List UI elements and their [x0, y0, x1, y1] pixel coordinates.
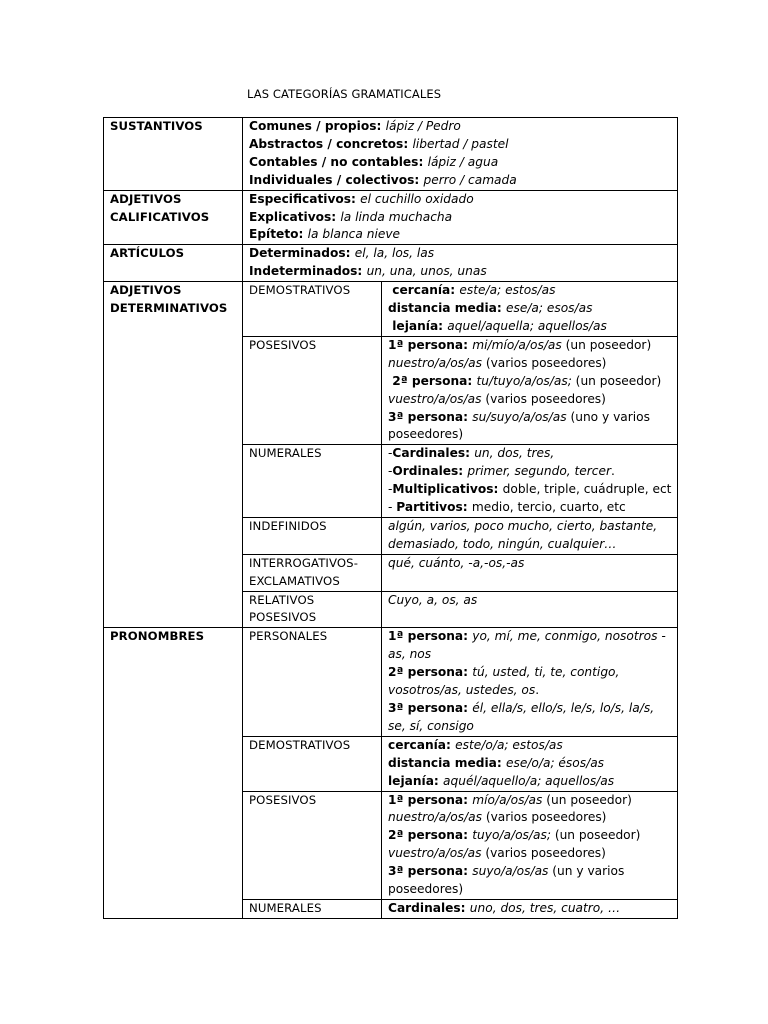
term-label: 1ª persona:	[388, 629, 473, 644]
example-text: ese/o/a; ésos/as	[505, 755, 605, 770]
cell-line	[388, 282, 674, 300]
example-text: qué, cuánto, -a,-os,-as	[388, 555, 525, 570]
example-text: (un poseedor)	[561, 337, 656, 352]
example-text: lápiz / Pedro	[385, 119, 461, 133]
term-label: 2ª persona:	[388, 373, 477, 388]
term-label: 2ª persona:	[388, 828, 473, 843]
example-text: (un poseedor)	[550, 828, 645, 843]
cell-line	[388, 300, 674, 318]
term-label: cercanía:	[388, 737, 456, 752]
category-cell: ARTÍCULOS	[104, 245, 243, 282]
cell-line	[249, 136, 674, 154]
example-text: (varios poseedores)	[481, 391, 606, 406]
examples-cell	[382, 282, 678, 337]
cell-line	[249, 263, 674, 281]
examples-cell	[382, 591, 678, 628]
cell-line	[388, 555, 674, 573]
table-row	[104, 118, 678, 191]
cell-line	[388, 337, 674, 373]
examples-cell	[382, 736, 678, 791]
subcategory-cell: DEMOSTRATIVOS	[243, 282, 382, 337]
example-text: (varios poseedores)	[481, 846, 606, 861]
cell-line	[388, 499, 674, 517]
example-text: la blanca nieve	[307, 227, 401, 242]
term-label: distancia media:	[388, 301, 506, 316]
examples-cell	[382, 336, 678, 444]
term-label: Individuales / colectivos:	[249, 172, 424, 187]
subtypes-cell	[243, 118, 678, 191]
term-label: lejanía:	[388, 318, 448, 333]
cell-line	[249, 172, 674, 190]
cell-line	[388, 863, 674, 899]
example-text: nuestro/a/os/as	[388, 810, 482, 825]
term-label: lejanía:	[388, 773, 444, 788]
term-label: Contables / no contables:	[249, 154, 428, 169]
term-label: 3ª persona:	[388, 864, 473, 879]
example-text: (varios poseedores)	[481, 810, 607, 825]
cell-line	[388, 445, 674, 463]
term-label: distancia media:	[388, 755, 506, 770]
example-text: el cuchillo oxidado	[360, 191, 474, 206]
example-text: vuestro/a/os/as	[388, 846, 482, 861]
category-cell: SUSTANTIVOS	[104, 118, 243, 191]
category-cell: ADJETIVOS CALIFICATIVOS	[104, 190, 243, 245]
subtypes-cell	[243, 190, 678, 245]
example-text: -	[388, 482, 393, 497]
term-label: Indeterminados:	[249, 264, 367, 279]
table-row	[104, 628, 678, 736]
example-text: (un poseedor)	[542, 792, 636, 807]
cell-line	[388, 664, 674, 700]
term-label: 2ª persona:	[388, 665, 473, 680]
examples-cell	[382, 445, 678, 518]
example-text: la linda muchacha	[340, 209, 453, 224]
cell-line	[388, 755, 674, 773]
subcategory-cell: INTERROGATIVOS-EXCLAMATIVOS	[243, 554, 382, 591]
example-text: este/o/a; estos/as	[455, 737, 563, 752]
example-text: .	[611, 464, 615, 479]
term-label: Abstractos / concretos:	[249, 136, 413, 151]
subcategory-cell: INDEFINIDOS	[243, 517, 382, 554]
cell-line	[388, 628, 674, 664]
examples-cell	[382, 791, 678, 899]
term-label: Partitivos:	[396, 500, 472, 515]
term-label: 3ª persona:	[388, 409, 473, 424]
example-text: (un y varios poseedores)	[388, 864, 629, 897]
table-row	[104, 282, 678, 337]
cell-line	[388, 900, 674, 918]
grammar-categories-table	[103, 117, 678, 919]
example-text: mío/a/os/as	[472, 792, 543, 807]
term-label: Cardinales:	[392, 446, 475, 461]
example-text: nuestro/a/os/as	[388, 355, 482, 370]
example-text: tú, usted, ti, te, contigo, vosotros/as, ustedes, os	[388, 665, 624, 698]
cell-line	[249, 118, 674, 136]
term-label: 3ª persona:	[388, 701, 473, 715]
example-text: suyo/a/os/as	[472, 864, 549, 879]
term-label: cercanía:	[388, 283, 460, 298]
term-label: Explicativos:	[249, 209, 341, 224]
example-text: doble, triple, cuádruple, ect	[502, 482, 672, 497]
example-text: aquel/aquella; aquellos/as	[447, 318, 607, 333]
cell-line	[388, 518, 674, 554]
examples-cell	[382, 554, 678, 591]
example-text: primer, segundo, tercer	[467, 464, 612, 479]
example-text: este/a; estos/as	[459, 283, 556, 298]
category-cell: ADJETIVOS DETERMINATIVOS	[104, 282, 243, 628]
subcategory-cell: POSESIVOS	[243, 336, 382, 444]
cell-line	[388, 481, 674, 499]
example-text: ese/a; esos/as	[505, 301, 593, 316]
term-label: Multiplicativos:	[392, 482, 503, 497]
example-text: -	[388, 500, 397, 515]
subcategory-cell: NUMERALES	[243, 445, 382, 518]
example-text: tu/tuyo/a/os/as;	[476, 373, 572, 388]
example-text: Cuyo, a, os, as	[388, 592, 478, 607]
example-text: .	[535, 683, 540, 698]
example-text: tuyo/a/os/as;	[472, 828, 551, 843]
example-text: (un poseedor)	[571, 373, 666, 388]
cell-line	[249, 245, 674, 263]
example-text: (uno y varios poseedores)	[388, 409, 654, 442]
cell-line	[388, 827, 674, 863]
examples-cell	[382, 899, 678, 918]
example-text: lápiz / agua	[427, 154, 499, 169]
example-text: un, dos, tres,	[474, 446, 555, 461]
subcategory-cell: PERSONALES	[243, 628, 382, 736]
cell-line	[388, 409, 674, 445]
example-text: el, la, los, las	[354, 246, 435, 261]
example-text: perro / camada	[423, 172, 517, 187]
table-row	[104, 190, 678, 245]
term-label: 1ª persona:	[388, 792, 473, 807]
subcategory-cell: NUMERALES	[243, 899, 382, 918]
subcategory-cell: POSESIVOS	[243, 791, 382, 899]
example-text: medio, tercio, cuarto, etc	[471, 500, 626, 515]
cell-line	[388, 373, 674, 409]
example-text: yo, mí, me, conmigo, nosotros -as, nos	[388, 629, 666, 662]
term-label: Determinados:	[249, 246, 355, 261]
term-label: Cardinales:	[388, 900, 470, 915]
cell-line	[249, 154, 674, 172]
term-label: Comunes / propios:	[249, 119, 386, 133]
table-row	[104, 245, 678, 282]
cell-line	[388, 773, 674, 791]
subtypes-cell	[243, 245, 678, 282]
example-text: -	[388, 464, 393, 479]
example-text: aquél/aquello/a; aquellos/as	[443, 773, 615, 788]
subcategory-cell: RELATIVOS POSESIVOS	[243, 591, 382, 628]
category-cell: PRONOMBRES	[104, 628, 243, 919]
example-text: libertad / pastel	[412, 136, 509, 151]
term-label: Epíteto:	[249, 227, 308, 242]
subcategory-cell: DEMOSTRATIVOS	[243, 736, 382, 791]
term-label: 1ª persona:	[388, 337, 473, 352]
cell-line	[249, 226, 674, 244]
example-text: uno, dos, tres, cuatro, …	[469, 900, 621, 915]
cell-line	[388, 700, 674, 736]
term-label: Especificativos:	[249, 191, 361, 206]
example-text: un, una, unos, unas	[366, 264, 487, 279]
cell-line	[388, 463, 674, 481]
term-label: Ordinales:	[392, 464, 468, 479]
cell-line	[388, 792, 674, 828]
cell-line	[249, 191, 674, 209]
cell-line	[388, 592, 674, 610]
page-title: LAS CATEGORÍAS GRAMATICALES	[247, 87, 442, 101]
cell-line	[388, 318, 674, 336]
examples-cell	[382, 517, 678, 554]
cell-line	[388, 737, 674, 755]
example-text: él, ella/s, ello/s, le/s, lo/s, la/s, se, sí, consigo	[388, 701, 658, 733]
example-text: -	[388, 446, 393, 461]
examples-cell	[382, 628, 678, 736]
example-text: (varios poseedores)	[481, 355, 607, 370]
example-text: algún, varios, poco mucho, cierto, bastante, demasiado, todo, ningún, cualquier…	[388, 518, 661, 551]
cell-line	[249, 209, 674, 227]
example-text: vuestro/a/os/as	[388, 391, 482, 406]
example-text: mi/mío/a/os/as	[472, 337, 562, 352]
example-text: su/suyo/a/os/as	[472, 409, 567, 424]
table-body	[104, 118, 678, 919]
